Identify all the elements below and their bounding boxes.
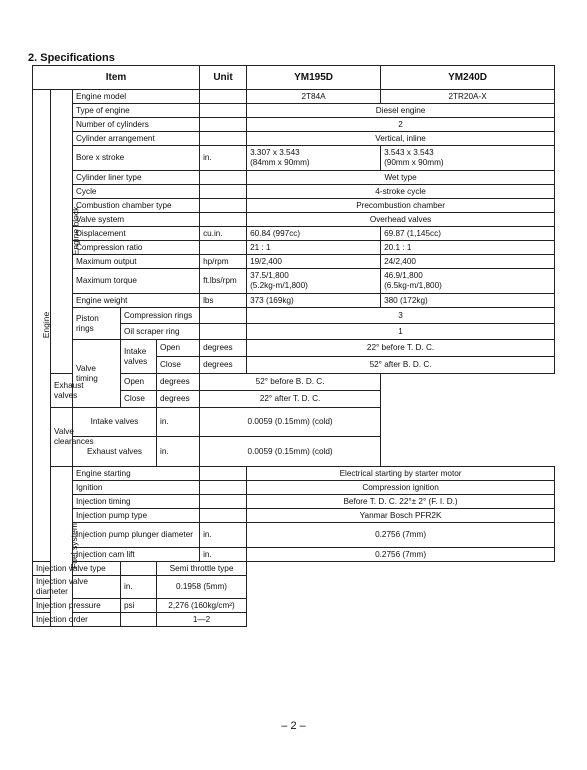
value: 24/2,400 — [381, 255, 555, 269]
unit: in. — [157, 437, 200, 467]
header-item: Item — [33, 66, 200, 90]
value: Compression ignition — [247, 481, 555, 495]
label-valve-type: Injection valve type — [33, 562, 121, 576]
label-pressure: Injection pressure — [33, 599, 121, 613]
label-close: Close — [121, 391, 157, 408]
label-pump-type: Injection pump type — [73, 509, 200, 523]
label-order: Injection order — [33, 613, 121, 627]
value: 0.2756 (7mm) — [247, 548, 555, 562]
value: 52° after B. D. C. — [247, 357, 555, 374]
label-valve-diameter: Injection valve diameter — [33, 576, 121, 599]
value: 22° before T. D. C. — [247, 340, 555, 357]
unit: in. — [200, 146, 247, 171]
label-type: Type of engine — [73, 104, 200, 118]
page-number: – 2 – — [281, 720, 306, 732]
label-open: Open — [121, 374, 157, 391]
value: 0.2756 (7mm) — [247, 523, 555, 548]
label-engine-model: Engine model — [73, 90, 200, 104]
label-piston-rings: Piston rings — [73, 308, 121, 340]
value: 20.1 : 1 — [381, 241, 555, 255]
unit: in. — [121, 576, 157, 599]
value: Wet type — [247, 171, 555, 185]
value: Vertical, inline — [247, 132, 555, 146]
value: 69.87 (1,145cc) — [381, 227, 555, 241]
unit: degrees — [157, 391, 200, 408]
label-weight: Engine weight — [73, 294, 200, 308]
label-combustion: Combustion chamber type — [73, 199, 200, 213]
value: 46.9/1,800 (6.5kg-m/1,800) — [381, 269, 555, 294]
label-oil-scraper-ring: Oil scraper ring — [121, 324, 200, 340]
label-cam-lift: Injection cam lift — [73, 548, 200, 562]
label-liner: Cylinder liner type — [73, 171, 200, 185]
value: 0.0059 (0.15mm) (cold) — [200, 408, 381, 437]
value: 37.5/1,800 (5.2kg-m/1,800) — [247, 269, 381, 294]
header-ym195d: YM195D — [247, 66, 381, 90]
unit: in. — [200, 523, 247, 548]
label-bore: Bore x stroke — [73, 146, 200, 171]
group-engine-block: Engine block — [51, 90, 73, 374]
value: 2,276 (160kg/cm²) — [157, 599, 247, 613]
value: 373 (169kg) — [247, 294, 381, 308]
header-unit: Unit — [200, 66, 247, 90]
label-intake-valves: Intake valves — [121, 340, 157, 374]
group-engine: Engine — [33, 90, 51, 562]
unit: degrees — [157, 374, 200, 391]
header-ym240d: YM240D — [381, 66, 555, 90]
label-exhaust-valves: Exhaust valves — [51, 374, 73, 408]
value: Diesel engine — [247, 104, 555, 118]
label-compression-rings: Compression rings — [121, 308, 200, 324]
value: 22° after T. D. C. — [200, 391, 381, 408]
label-exhaust-valves: Exhaust valves — [73, 437, 157, 467]
label-cylinders: Number of cylinders — [73, 118, 200, 132]
label-displacement: Displacement — [73, 227, 200, 241]
value: Semi throttle type — [157, 562, 247, 576]
label-plunger: Injection pump plunger diameter — [73, 523, 200, 548]
label-arrangement: Cylinder arrangement — [73, 132, 200, 146]
unit: degrees — [200, 340, 247, 357]
value: 60.84 (997cc) — [247, 227, 381, 241]
label-torque: Maximum torque — [73, 269, 200, 294]
value: 3.543 x 3.543 (90mm x 90mm) — [381, 146, 555, 171]
label-valve-system: Valve system — [73, 213, 200, 227]
value: 3 — [247, 308, 555, 324]
value: 2 — [247, 118, 555, 132]
unit: ft.lbs/rpm — [200, 269, 247, 294]
section-title: 2. Specifications — [28, 52, 115, 64]
value: 3.307 x 3.543 (84mm x 90mm) — [247, 146, 381, 171]
unit: in. — [200, 548, 247, 562]
unit: lbs — [200, 294, 247, 308]
value: 0.0059 (0.15mm) (cold) — [200, 437, 381, 467]
label-starting: Engine starting — [73, 467, 200, 481]
label-close: Close — [157, 357, 200, 374]
unit: in. — [157, 408, 200, 437]
value: 21 : 1 — [247, 241, 381, 255]
header-row — [33, 66, 555, 90]
group-fuel-system: Fuel system — [51, 467, 73, 627]
value: 380 (172kg) — [381, 294, 555, 308]
value: Overhead valves — [247, 213, 555, 227]
specifications-table — [32, 65, 555, 627]
label-open: Open — [157, 340, 200, 357]
label-valve-timing: Valve timing — [73, 340, 121, 408]
value: Electrical starting by starter motor — [247, 467, 555, 481]
value: 0.1958 (5mm) — [157, 576, 247, 599]
label-cycle: Cycle — [73, 185, 200, 199]
unit: cu.in. — [200, 227, 247, 241]
value: 52° before B. D. C. — [200, 374, 381, 391]
value: 2T84A — [247, 90, 381, 104]
unit: hp/rpm — [200, 255, 247, 269]
value: Before T. D. C. 22°± 2° (F. I. D.) — [247, 495, 555, 509]
value: 1—2 — [157, 613, 247, 627]
value: 19/2,400 — [247, 255, 381, 269]
value: 1 — [247, 324, 555, 340]
label-ignition: Ignition — [73, 481, 200, 495]
label-valve-clearances: Valve clearances — [51, 408, 73, 467]
label-intake-valves: Intake valves — [73, 408, 157, 437]
unit: degrees — [200, 357, 247, 374]
value: 2TR20A-X — [381, 90, 555, 104]
label-output: Maximum output — [73, 255, 200, 269]
value: 4-stroke cycle — [247, 185, 555, 199]
value: Precombustion chamber — [247, 199, 555, 213]
value: Yanmar Bosch PFR2K — [247, 509, 555, 523]
label-compression: Compression ratio — [73, 241, 200, 255]
unit: psi — [121, 599, 157, 613]
label-injection-timing: Injection timing — [73, 495, 200, 509]
